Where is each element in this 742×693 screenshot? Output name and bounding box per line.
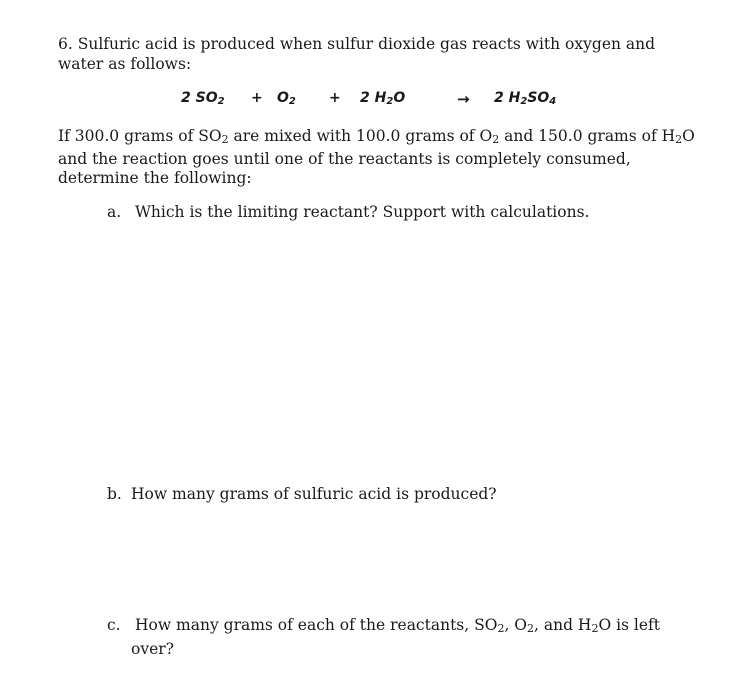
product-h2so4: 2 $H_2SO_4$	[494, 90, 557, 107]
chemical-equation	[0, 90, 742, 110]
question-number: 6.	[58, 35, 73, 53]
part-c	[107, 615, 687, 659]
part-c-continuation: over?	[131, 640, 174, 658]
plus-sign: +	[329, 90, 341, 106]
question-intro-text: Sulfuric acid is produced when sulfur dioxide gas reacts with oxygen and water as follows:	[58, 35, 656, 73]
problem-setup: If 300.0 grams of $SO_2$ are mixed with 100.0 grams of $O_2$ and 150.0 grams of $H_2O$ and the reaction goes until one of the reactants is completely consumed, determine the following:	[58, 127, 695, 187]
part-b	[107, 484, 687, 504]
reactant-so2: 2 $SO_2$	[181, 90, 225, 107]
part-a	[107, 202, 687, 222]
question-intro	[58, 34, 698, 74]
part-b-letter: b.	[107, 485, 122, 503]
plus-sign: +	[251, 90, 263, 106]
reaction-arrow-icon: →	[457, 90, 470, 108]
part-b-text: How many grams of sulfuric acid is produced?	[131, 485, 497, 503]
part-c-letter: c.	[107, 616, 121, 634]
part-a-letter: a.	[107, 203, 122, 221]
part-c-text: How many grams of each of the reactants, $SO_2$, $O_2$, and $H_2O$ is left	[135, 616, 661, 635]
reactant-o2: $O_2$	[277, 90, 296, 107]
reactant-h2o: 2 $H_2O$	[360, 90, 406, 107]
part-a-text: Which is the limiting reactant? Support with calculations.	[135, 203, 590, 221]
